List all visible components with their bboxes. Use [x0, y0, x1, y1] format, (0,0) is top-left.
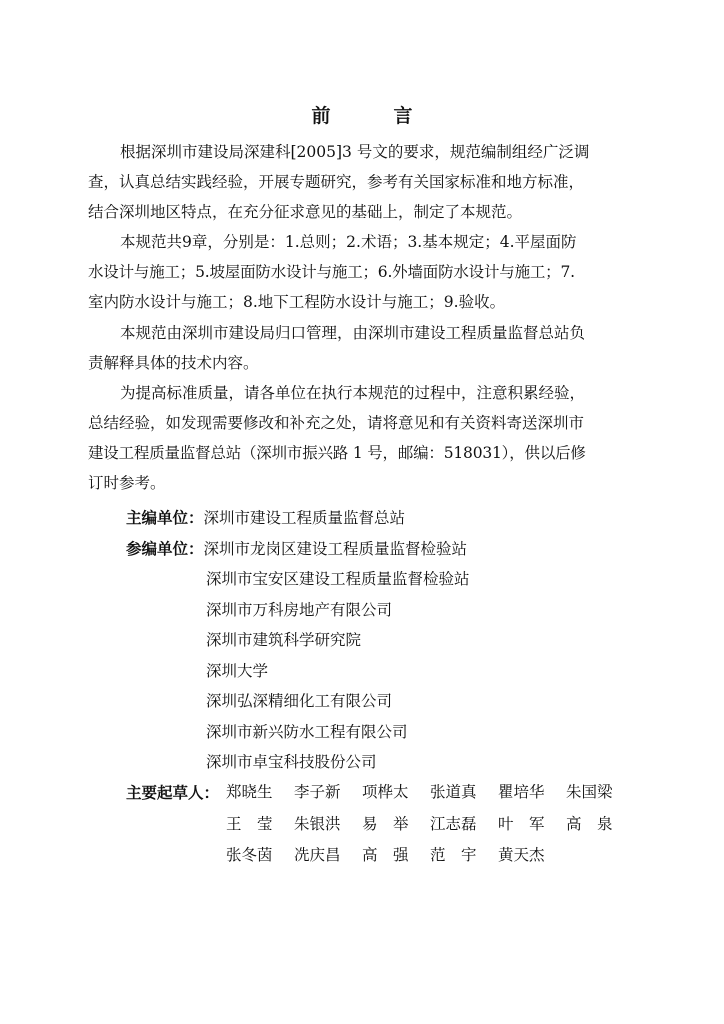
drafter-row — [126, 777, 634, 809]
co-editor-org: 深圳弘深精细化工有限公司 — [206, 692, 393, 710]
drafters-label: 主要起草人： — [126, 783, 220, 802]
co-editor-row — [126, 534, 470, 565]
drafter-row — [126, 840, 634, 872]
drafters-section — [126, 777, 634, 872]
paragraph-management — [88, 318, 644, 378]
paragraph-line: 本规范共9章，分别是：1.总则；2.术语；3.基本规定；4.平屋面防 — [120, 233, 577, 251]
co-editor-label: 参编单位： — [126, 538, 204, 558]
organizations-section — [126, 503, 470, 778]
paragraph-line: 总结经验，如发现需要修改和补充之处，请将意见和有关资料寄送深圳市 — [88, 414, 585, 432]
drafter-name: 冼庆昌 — [294, 846, 341, 864]
co-editor-org: 深圳市卓宝科技股份公司 — [206, 753, 377, 771]
co-editor-org: 深圳市宝安区建设工程质量监督检验站 — [206, 570, 470, 588]
drafter-name: 黄天杰 — [498, 846, 545, 864]
drafter-name: 叶 军 — [498, 814, 545, 833]
chief-editor-org: 深圳市建设工程质量监督总站 — [203, 509, 406, 527]
drafter-name: 朱国梁 — [566, 783, 613, 801]
co-editor-org: 深圳市万科房地产有限公司 — [206, 600, 393, 619]
drafter-name: 高 强 — [362, 846, 409, 864]
drafter-name: 张冬茵 — [226, 846, 273, 864]
drafter-name: 高 泉 — [566, 814, 613, 833]
drafter-row — [126, 809, 634, 841]
drafter-name: 瞿培华 — [498, 783, 545, 801]
chief-editor-row — [126, 503, 470, 534]
drafter-name: 王 莹 — [226, 814, 273, 833]
co-editor-org: 深圳市龙岗区建设工程质量监督检验站 — [203, 539, 468, 558]
drafter-name: 范 宇 — [430, 846, 477, 864]
paragraph-line: 订时参考。 — [88, 474, 166, 492]
paragraph-line: 为提高标准质量，请各单位在执行本规范的过程中，注意积累经验， — [120, 384, 586, 402]
co-editor-org: 深圳大学 — [206, 661, 269, 680]
chief-editor-label: 主编单位： — [126, 508, 204, 527]
drafter-name: 张道真 — [430, 783, 477, 801]
paragraph-line: 室内防水设计与施工；8.地下工程防水设计与施工；9.验收。 — [88, 293, 506, 311]
drafter-name: 项桦太 — [362, 783, 409, 801]
paragraph-line: 本规范由深圳市建设局归口管理，由深圳市建设工程质量监督总站负 — [120, 324, 586, 342]
paragraph-feedback — [88, 378, 644, 498]
co-editor-org: 深圳市新兴防水工程有限公司 — [206, 722, 408, 741]
paragraph-basis — [88, 137, 644, 227]
page-title: 前 言 — [311, 105, 435, 127]
paragraph-line: 建设工程质量监督总站（深圳市振兴路 1 号，邮编：518031），供以后修 — [88, 444, 586, 462]
drafter-name: 朱银洪 — [294, 814, 341, 833]
drafter-name: 李子新 — [294, 783, 341, 801]
drafter-name: 江志磊 — [430, 814, 477, 833]
paragraph-chapters — [88, 227, 644, 317]
paragraph-line: 结合深圳地区特点，在充分征求意见的基础上，制定了本规范。 — [88, 203, 523, 221]
paragraph-line: 查，认真总结实践经验，开展专题研究，参考有关国家标准和地方标准， — [88, 173, 585, 191]
paragraph-line: 责解释具体的技术内容。 — [88, 354, 259, 372]
paragraph-line: 根据深圳市建设局深建科[2005]3 号文的要求，规范编制组经广泛调 — [120, 143, 590, 161]
drafter-name: 郑晓生 — [226, 783, 273, 801]
drafter-name: 易 举 — [362, 814, 409, 833]
paragraph-line: 水设计与施工；5.坡屋面防水设计与施工；6.外墙面防水设计与施工；7. — [88, 263, 575, 281]
co-editor-org: 深圳市建筑科学研究院 — [206, 631, 362, 649]
